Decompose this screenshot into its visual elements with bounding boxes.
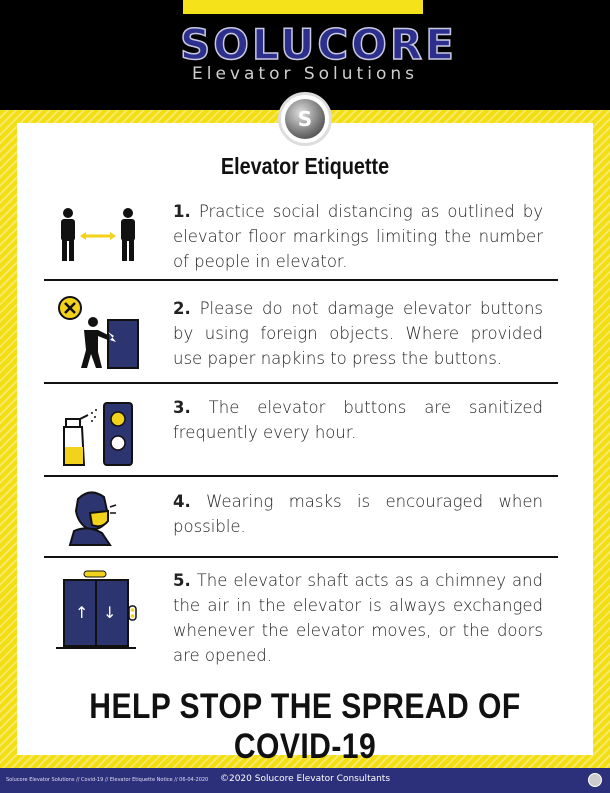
divider xyxy=(44,279,558,281)
item-text xyxy=(173,489,543,539)
footer-copyright: ©2020 Solucore Elevator Consultants xyxy=(219,774,391,784)
item-text xyxy=(173,296,543,371)
item-text xyxy=(173,568,543,668)
item-text xyxy=(173,395,543,445)
item-number: 4. xyxy=(173,492,191,511)
page-title: Elevator Etiquette xyxy=(220,153,390,179)
divider xyxy=(44,382,558,384)
brand-logo: SOLUCORE xyxy=(180,20,457,69)
divider xyxy=(44,475,558,477)
header-accent-strip xyxy=(183,0,423,14)
footer-bar xyxy=(0,768,610,793)
slogan: HELP STOP THE SPREAD OF COVID-19 xyxy=(89,687,521,766)
item-text xyxy=(173,199,543,274)
item-number: 1. xyxy=(173,202,191,221)
item-description: Wearing masks is encouraged when possible. xyxy=(173,492,543,536)
item-description: Practice social distancing as outlined by elevator floor markings limiting the number of people in elevator. xyxy=(173,202,543,271)
item-description: Please do not damage elevator buttons by using foreign objects. Where provided use paper napkins to press the buttons. xyxy=(173,299,543,368)
no-damage-icon xyxy=(44,296,154,376)
social-distancing-icon xyxy=(44,199,154,279)
divider xyxy=(44,556,558,558)
svg-text:↓: ↓ xyxy=(103,603,117,622)
sanitize-icon xyxy=(44,395,154,475)
item-number: 3. xyxy=(173,398,191,417)
solucore-emblem-icon: S xyxy=(285,99,325,139)
brand-badge xyxy=(278,92,332,146)
item-description: The elevator shaft acts as a chimney and the air in the elevator is always exchanged whenever the elevator moves, or the doors are opened. xyxy=(173,571,543,665)
elevator-icon xyxy=(44,568,154,648)
item-description: The elevator buttons are sanitized frequently every hour. xyxy=(173,398,543,442)
item-number: 2. xyxy=(173,299,191,318)
svg-text:↑: ↑ xyxy=(75,603,89,622)
brand-tagline: Elevator Solutions xyxy=(192,64,418,84)
item-number: 5. xyxy=(173,571,191,590)
footer-emblem-icon xyxy=(588,773,602,787)
footer-document-id: Solucore Elevator Solutions // Covid-19 // Elevator Etiquette Notice // 06-04-2020 xyxy=(6,777,209,783)
